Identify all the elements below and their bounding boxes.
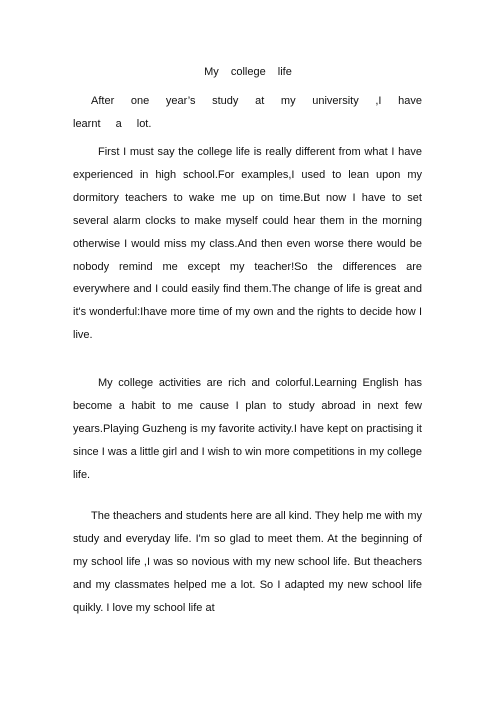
paragraph-people: The theachers and students here are all kind. They help me with my study and everyday life. I'm so glad to meet them. At the beginning of my school life ,I was so novious with my new school life. But theachers and my classmates helped me a lot. So I adapted my new school life quikly. I love my school life at xyxy=(73,510,422,614)
paragraph-intro: After one year’s study at my university ,I have learnt a lot. xyxy=(73,95,422,130)
paragraph-differences: First I must say the college life is really different from what I have experienced in high school.For examples,I used to lean upon my dormitory teachers to wake me up on time.But now I have to set several alarm clocks to make myself could hear them in the morning otherwise I would miss my class.And then even worse there would be nobody remind me except my teacher!So the differences are everywhere and I could easily find them.The change of life is great and it's wonderful:Ihave more time of my own and the rights to decide how I live. xyxy=(73,146,422,342)
paragraph-activities: My college activities are rich and colorful.Learning English has become a habit to me cause I plan to study abroad in next few years.Playing Guzheng is my favorite activity.I have kept on practising it since I was a little girl and I wish to win more competitions in my college life. xyxy=(73,377,422,481)
document-title: My college life xyxy=(204,66,292,78)
